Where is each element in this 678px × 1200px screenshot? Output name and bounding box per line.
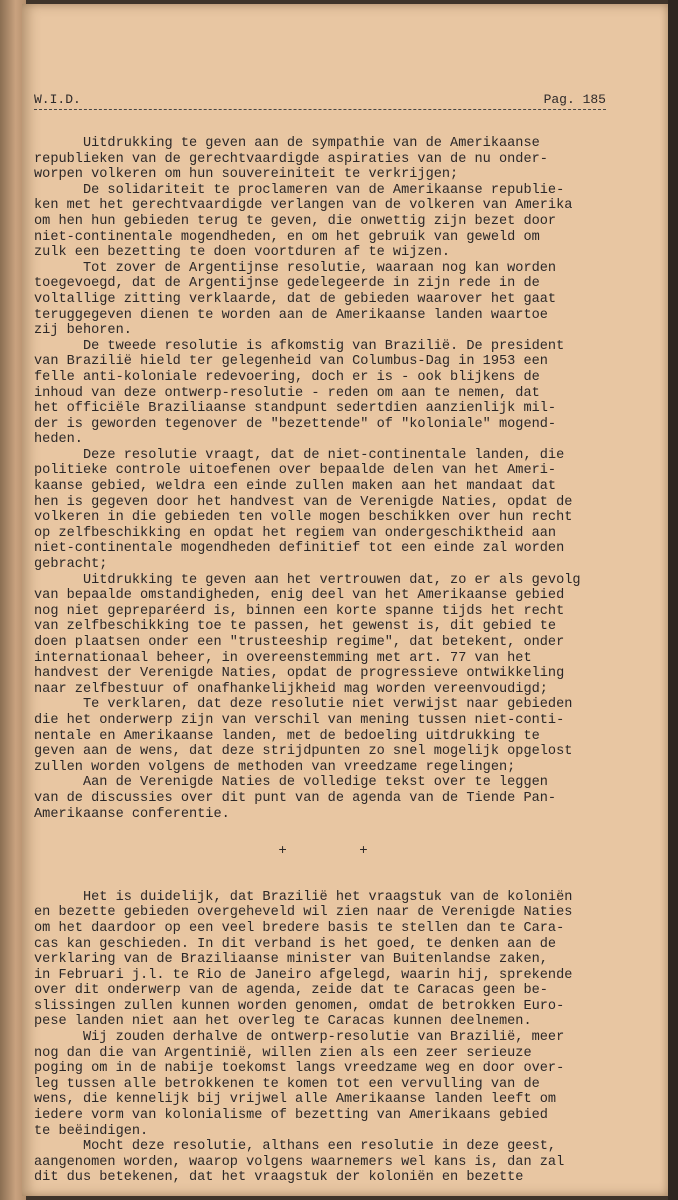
text-line: niet-continentale mogendheden, en om het gebruik van geweld om [34,229,540,245]
text-block-2 [34,890,612,1186]
text-line: worpen volkeren om hun souvereiniteit te verkrijgen; [34,167,459,183]
text-line: nentale en Amerikaanse landen, met de bedoeling uitdrukking te [34,728,540,744]
text-line: Amerikaanse conferentie. [34,806,230,822]
text-line: kaanse gebied, weldra een einde zullen maken aan het mandaat dat [34,479,557,495]
text-line: De solidariteit te proclameren van de Amerikaanse republie- [34,182,565,198]
text-line: zij behoren. [34,323,132,339]
document-body [34,136,612,1186]
section-separator: + + [278,843,368,860]
text-line: Tot zover de Argentijnse resolutie, waaraan nog kan worden [34,260,557,276]
text-line: poging om in de nabije toekomst langs vreedzame weg en door over- [34,1061,565,1077]
text-line: handvest der Verenigde Naties, opdat de progressieve ontwikkeling [34,666,565,682]
text-line: Uitdrukking te geven aan de sympathie van de Amerikaanse [34,136,540,151]
text-line: internationaal beheer, in overeenstemming met art. 77 van het [34,650,532,666]
page-binding-edge [668,0,678,1200]
text-line: teruggegeven dienen te worden aan de Amerikaanse landen waartoe [34,307,548,323]
text-line: om het daardoor op een veel bredere basis te stellen dan te Cara- [34,920,565,936]
text-line: zulk een bezetting te doen voortduren af te wijzen. [34,245,451,261]
text-line: Uitdrukking te geven aan het vertrouwen dat, zo er als gevolg [34,572,581,588]
text-line: pese landen niet aan het overleg te Caracas kunnen deelnemen. [34,1014,532,1030]
text-block-1 [34,136,612,822]
page-header [34,92,606,110]
text-line: van bepaalde omstandigheden, enig deel van het Amerikaanse gebied [34,588,565,604]
text-line: heden. [34,432,83,448]
text-line: om hen hun gebieden terug te geven, die onwettig zijn bezet door [34,213,557,229]
text-line: felle anti-koloniale redevoering, doch er is - ook blijkens de [34,369,540,385]
text-line: inhoud van deze ontwerp-resolutie - reden om aan te nemen, dat [34,385,540,401]
text-line: verklaring van de Braziliaanse minister van Buitenlandse zaken, [34,952,548,968]
text-line: nog dan die van Argentinië, willen zien als een zeer serieuze [34,1045,532,1061]
text-line: republieken van de gerechtvaardigde aspiraties van de nu onder- [34,151,548,167]
text-line: niet-continentale mogendheden definitief tot een einde zal worden [34,541,565,557]
text-line: te beëindigen. [34,1123,149,1139]
text-line: dit dus betekenen, dat het vraagstuk der koloniën en bezette [34,1170,524,1186]
text-line: slissingen zullen kunnen worden genomen, omdat de betrokken Euro- [34,998,565,1014]
text-line: van Brazilië hield ter gelegenheid van Columbus-Dag in 1953 een [34,354,548,370]
text-line: geven aan de wens, dat deze strijdpunten zo snel mogelijk opgelost [34,744,573,760]
text-line: Aan de Verenigde Naties de volledige tekst over te leggen [34,775,548,791]
text-line: Mocht deze resolutie, althans een resolutie in deze geest, [34,1139,557,1155]
text-line: doen plaatsen onder een "trusteeship regime", dat betekent, onder [34,635,565,650]
text-line: voltallige zitting verklaarde, dat de gebieden waarover het gaat [34,291,557,307]
text-line: ken met het gerechtvaardigde verlangen van de volkeren van Amerika [34,198,573,214]
text-line: het officiële Braziliaanse standpunt sedertdien aanzienlijk mil- [34,401,557,417]
text-line: naar zelfbestuur of onafhankelijkheid mag worden vereenvoudigd; [34,681,548,697]
text-line: van zelfbeschikking toe te passen, het gewenst is, dit gebied te [34,619,557,635]
text-line: zullen worden volgens de methoden van vreedzame regelingen; [34,759,516,775]
text-line: gebracht; [34,557,108,573]
text-line: die het onderwerp zijn van verschil van mening tussen niet-conti- [34,712,565,728]
page-number: Pag. 185 [543,92,606,107]
text-line: volkeren in die gebieden ten volle mogen beschikken over hun recht [34,510,573,526]
text-line: en bezette gebieden overgeheveld wil zien naar de Verenigde Naties [34,905,573,921]
text-line: hen is gegeven door het handvest van de Verenigde Naties, opdat de [34,494,573,510]
text-line: De tweede resolutie is afkomstig van Brazilië. De president [34,338,565,354]
text-line: Het is duidelijk, dat Brazilië het vraagstuk van de koloniën [34,889,573,905]
text-line: wens, die kennelijk bij vrijwel alle Amerikaanse landen leeft om [34,1092,557,1108]
text-line: van de discussies over dit punt van de agenda van de Tiende Pan- [34,790,557,806]
text-line: iedere vorm van kolonialisme of bezetting van Amerikaans gebied [34,1108,548,1124]
text-line: op zelfbeschikking en opdat het regiem van ondergeschiktheid aan [34,525,557,541]
text-line: der is geworden tegenover de "bezettende" of "koloniale" mogend- [34,416,557,432]
text-line: over dit onderwerp van de agenda, zeide dat te Caracas geen be- [34,983,548,999]
text-line: in Februari j.l. te Rio de Janeiro afgelegd, waarin hij, sprekende [34,967,573,983]
text-line: cas kan geschieden. In dit verband is het goed, te denken aan de [34,936,557,952]
header-source: W.I.D. [34,92,81,107]
text-line: toegevoegd, dat de Argentijnse gedelegeerde in zijn rede in de [34,276,540,292]
text-line: politieke controle uitoefenen over bepaalde delen van het Ameri- [34,463,557,479]
text-line: leg tussen alle betrokkenen te komen tot een vervulling van de [34,1076,540,1092]
text-line: nog niet gepreparéerd is, binnen een korte spanne tijds het recht [34,603,565,619]
text-line: Te verklaren, dat deze resolutie niet verwijst naar gebieden [34,697,573,713]
text-line: Wij zouden derhalve de ontwerp-resolutie van Brazilië, meer [34,1030,565,1046]
text-line: aangenomen worden, waarop volgens waarnemers wel kans is, dan zal [34,1154,565,1170]
text-line: Deze resolutie vraagt, dat de niet-continentale landen, die [34,447,565,463]
